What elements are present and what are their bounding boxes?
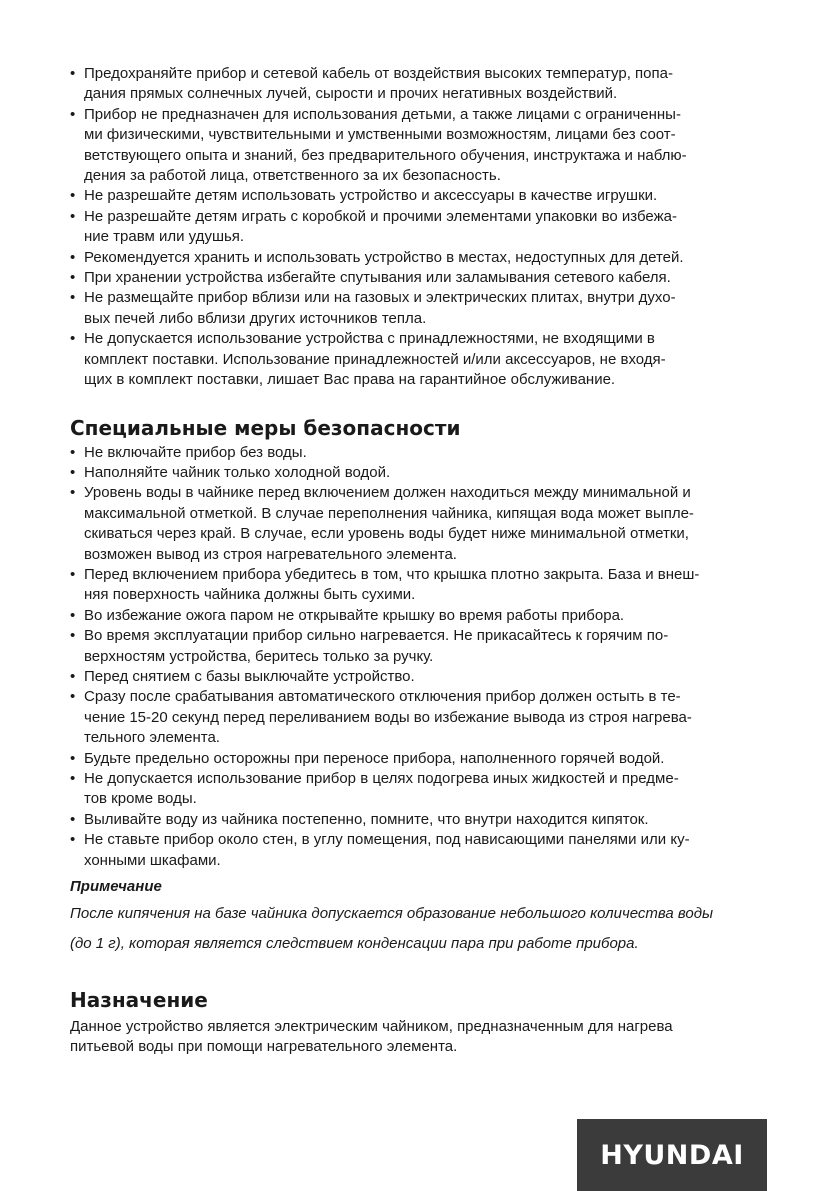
list-item-line: максимальной отметкой. В случае переполнения чайника, кипящая вода может выпле- [84,504,694,522]
list-item-line: верхностям устройства, беритесь только за ручку. [84,647,434,665]
list-item-line: • Уровень воды в чайнике перед включением должен находиться между минимальной и [84,484,691,502]
list-item [70,443,776,463]
list-item-line: • Перед снятием с базы выключайте устройство. [84,667,415,685]
list-item-line: тельного элемента. [84,729,220,747]
list-item-line: • Рекомендуется хранить и использовать устройство в местах, недоступных для детей. [84,248,684,266]
list-item [70,248,776,268]
brand-logo [577,1119,767,1191]
list-item-line: щих в комплект поставки, лишает Вас права на гарантийное обслуживание. [84,371,616,389]
list-item-line: вых печей либо вблизи других источников тепла. [84,309,427,327]
note-title: Примечание [70,878,162,896]
list-item [70,565,776,606]
general-safety-list [70,64,776,391]
purpose-title: Назначение [70,988,208,1013]
list-item [70,810,776,830]
list-item-line: • Не ставьте прибор около стен, в углу помещения, под нависающими панелями или ку- [84,831,690,849]
list-item [70,749,776,769]
note-line: (до 1 г), которая является следствием конденсации пара при работе прибора. [70,935,639,953]
list-item-line: • Не допускается использование прибор в целях подогрева иных жидкостей и предме- [84,770,679,787]
special-safety-title: Специальные меры безопасности [70,415,461,440]
list-item-line: • Не допускается использование устройства с принадлежностями, не входящими в [84,330,655,348]
list-item [70,207,776,248]
list-item-line: возможен вывод из строя нагревательного элемента. [84,545,457,563]
list-item [70,626,776,667]
list-item-line: • Будьте предельно осторожны при переносе прибора, наполненного горячей водой. [84,749,665,767]
list-item-line: тов кроме воды. [84,790,197,808]
list-item-line: • Во избежание ожога паром не открывайте крышку во время работы прибора. [84,606,625,624]
list-item-line: ние травм или удушья. [84,228,245,246]
list-item-line: хонными шкафами. [84,851,221,869]
note-line: После кипячения на базе чайника допускается образование небольшого количества воды [70,905,714,923]
list-item-line: • Прибор не предназначен для использования детьми, а также лицами с ограниченны- [84,105,681,123]
list-item-line: дания прямых солнечных лучей, сырости и прочих негативных воздействий. [84,85,618,103]
list-item-line: • Не разрешайте детям играть с коробкой и прочими элементами упаковки во избежа- [84,207,677,225]
list-item [70,687,776,748]
list-item [70,463,776,483]
list-item [70,769,776,810]
list-item-line: • Не разрешайте детям использовать устройство и аксессуары в качестве игрушки. [84,187,658,205]
list-item [70,483,776,565]
list-item-line: • При хранении устройства избегайте спутывания или заламывания сетевого кабеля. [84,269,671,287]
list-item [70,186,776,206]
list-item [70,667,776,687]
list-item-line: • Не размещайте прибор вблизи или на газовых и электрических плитах, внутри духо- [84,289,676,307]
purpose-text [70,1017,776,1058]
list-item [70,288,776,329]
list-item [70,268,776,288]
list-item-line: • Предохраняйте прибор и сетевой кабель от воздействия высоких температур, попа- [84,65,673,82]
note-text [70,899,776,959]
list-item-line: • Не включайте прибор без воды. [84,443,307,461]
list-item-line: ветствующего опыта и знаний, без предварительного обучения, инструктажа и наблю- [84,146,687,164]
list-item-line: • Во время эксплуатации прибор сильно нагревается. Не прикасайтесь к горячим по- [84,627,669,645]
list-item-line: • Наполняйте чайник только холодной водой. [84,463,391,481]
special-safety-list [70,443,776,872]
brand-logo-text: HYUNDAI [600,1139,744,1171]
list-item [70,329,776,390]
list-item-line: няя поверхность чайника должны быть сухими. [84,586,416,604]
purpose-line: Данное устройство является электрическим чайником, предназначенным для нагрева [70,1018,673,1036]
manual-page [70,64,776,1058]
list-item-line: дения за работой лица, ответственного за их безопасность. [84,167,501,185]
list-item-line: чение 15-20 секунд перед переливанием воды во избежание вывода из строя нагрева- [84,708,692,726]
purpose-line: питьевой воды при помощи нагревательного элемента. [70,1038,458,1056]
list-item [70,64,776,105]
list-item [70,105,776,187]
list-item-line: ми физическими, чувствительными и умственными возможностям, лицами без соот- [84,126,676,144]
list-item-line: комплект поставки. Использование принадлежностей и/или аксессуаров, не входя- [84,350,666,368]
list-item [70,830,776,871]
list-item [70,606,776,626]
list-item-line: • Выливайте воду из чайника постепенно, помните, что внутри находится кипяток. [84,810,649,828]
list-item-line: • Перед включением прибора убедитесь в том, что крышка плотно закрыта. База и внеш- [84,565,700,583]
list-item-line: скиваться через край. В случае, если уровень воды будет ниже минимальной отметки, [84,525,689,543]
list-item-line: • Сразу после срабатывания автоматического отключения прибор должен остыть в те- [84,688,681,706]
